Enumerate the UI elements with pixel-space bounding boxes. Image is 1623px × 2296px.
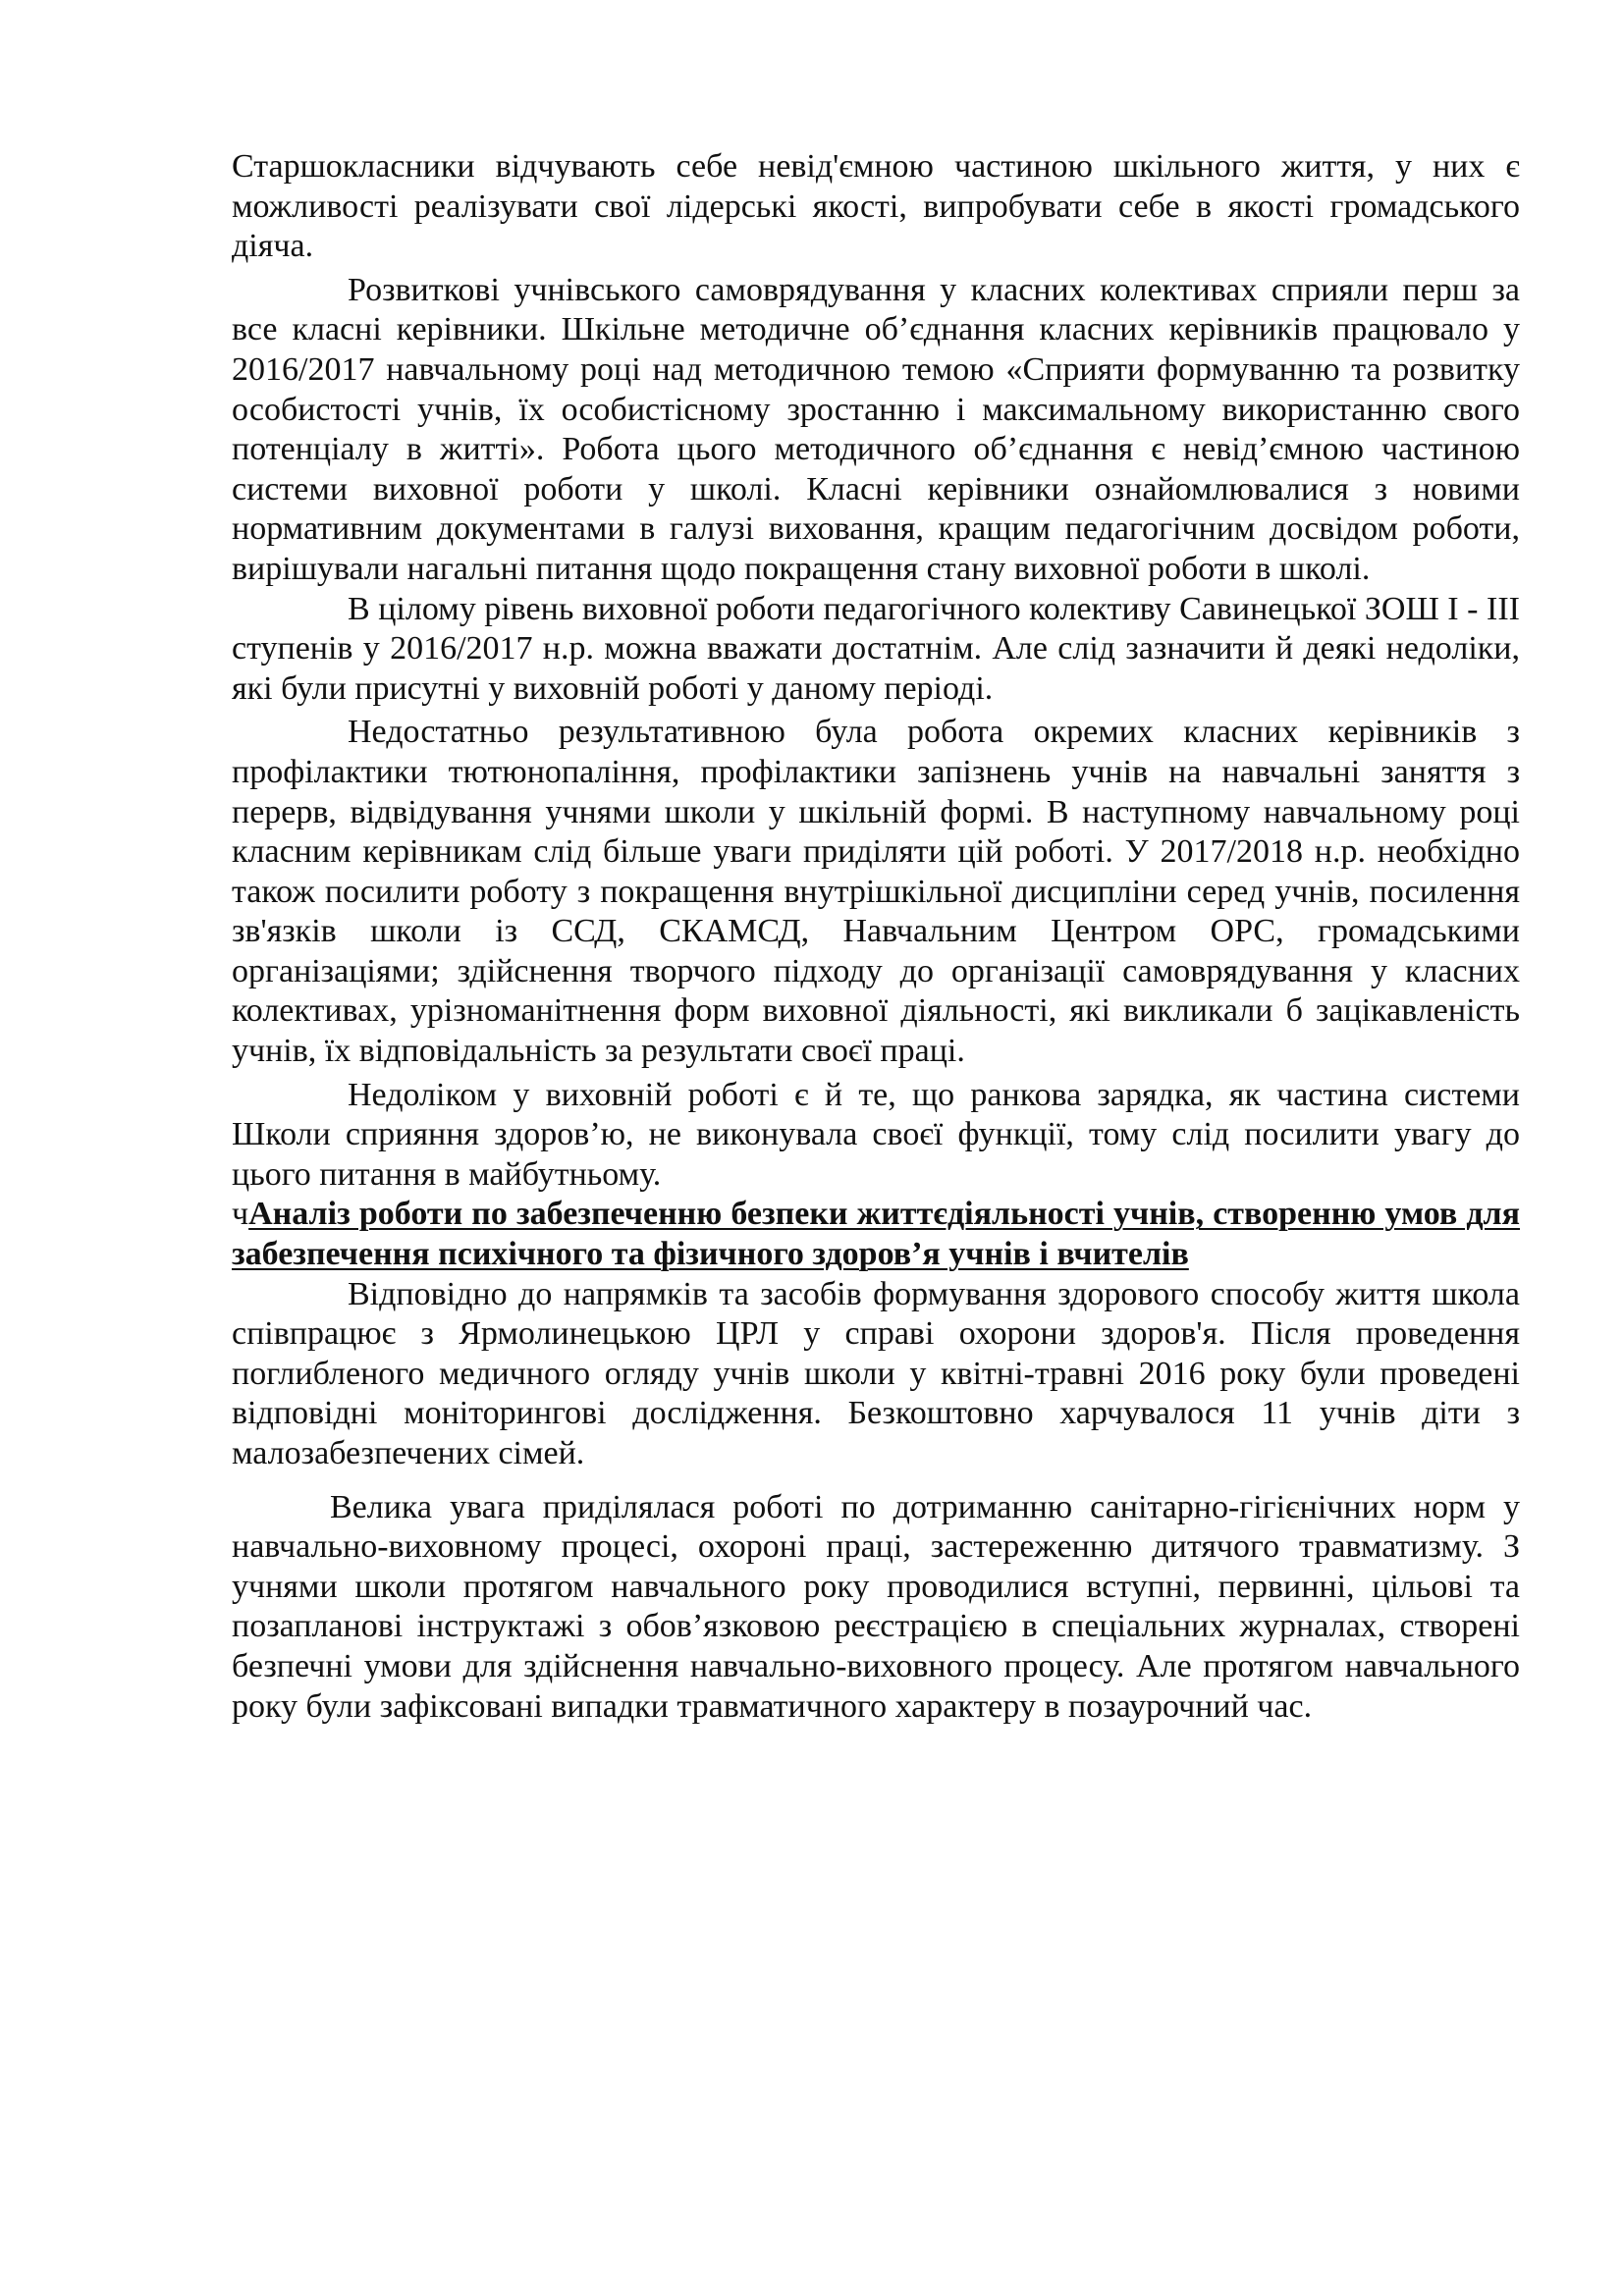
- paragraph-shortcomings: Недостатньо результативною була робота окремих класних керівників з профілактики тютюнопаління, профілактики запізнень учнів на навчальні заняття з перерв, відвідування учнями школи у шкільній формі. В наступному навчальному році класним керівникам слід більше уваги приділяти цій роботі. У 2017/2018 н.р. необхідно також посилити роботу з покращення внутрішкільної дисципліни серед учнів, посилення зв'язків школи із ССД, СКАМСД, Навчальним Центром ОРС, громадськими організаціями; здійснення творчого підходу до організації самоврядування у класних колективах, урізноманітнення форм виховної діяльності, які викликали б зацікавленість учнів, їх відповідальність за результати своєї праці.: [232, 714, 1520, 1070]
- paragraph-overall-level: В цілому рівень виховної роботи педагогічного колективу Савинецької ЗОШ І - ІІІ ступенів у 2016/2017 н.р. можна вважати достатнім. Але слід зазначити й деякі недоліки, які були присутні у виховній роботі у даному періоді.: [232, 590, 1520, 707]
- paragraph-health-cooperation: Відповідно до напрямків та засобів формування здорового способу життя школа співпрацює з Ярмолинецькою ЦРЛ у справі охорони здоров'я. Після проведення поглибленого медичного огляду учнів школи у квітні-травні 2016 року були проведені відповідні моніторингові дослідження. Безкоштовно харчувалося 11 учнів діти з малозабезпечених сімей.: [232, 1275, 1520, 1471]
- paragraph-self-government: Розвиткові учнівського самоврядування у класних колективах сприяли перш за все класні керівники. Шкільне методичне об’єднання класних керівників працювало у 2016/2017 навчальному році над методичною темою «Сприяти формуванню та розвитку особистості учнів, їх особистісному зростанню і максимальному використанню свого потенціалу в житті». Робота цього методичного об’єднання є невід’ємною частиною системи виховної роботи у школі. Класні керівники ознайомлювалися з новими нормативним документами в галузі виховання, кращим педагогічним досвідом роботи, вирішували нагальні питання щодо покращення стану виховної роботи в школі.: [232, 271, 1520, 587]
- paragraph-morning-exercise: Недоліком у виховній роботі є й те, що ранкова зарядка, як частина системи Школи сприяння здоров’ю, не виконувала своєї функції, тому слід посилити увагу до цього питання в майбутньому.: [232, 1076, 1520, 1193]
- paragraph-senior-students: Старшокласники відчувають себе невід'ємною частиною шкільного життя, у них є можливості реалізувати свої лідерські якості, випробувати себе в якості громадського діяча.: [232, 148, 1520, 265]
- paragraph-safety-norms: Велика увага приділялася роботі по дотриманню санітарно-гігієнічних норм у навчально-виховному процесі, охороні праці, застереженню дитячого травматизму. З учнями школи протягом навчального року проводилися вступні, первинні, цільові та позапланові інструктажі з обов’язковою реєстрацією в спеціальних журналах, створені безпечні умови для здійснення навчально-виховного процесу. Але протягом навчального року були зафіксовані випадки травматичного характеру в позаурочний час.: [232, 1488, 1520, 1725]
- heading-prefix: ч: [232, 1196, 249, 1233]
- document-page: [232, 147, 1520, 1727]
- heading-title: Аналіз роботи по забезпеченню безпеки життєдіяльності учнів, створенню умов для забезпечення психічного та фізичного здоров’я учнів і вчителів: [232, 1196, 1520, 1273]
- section-heading: [232, 1195, 1520, 1274]
